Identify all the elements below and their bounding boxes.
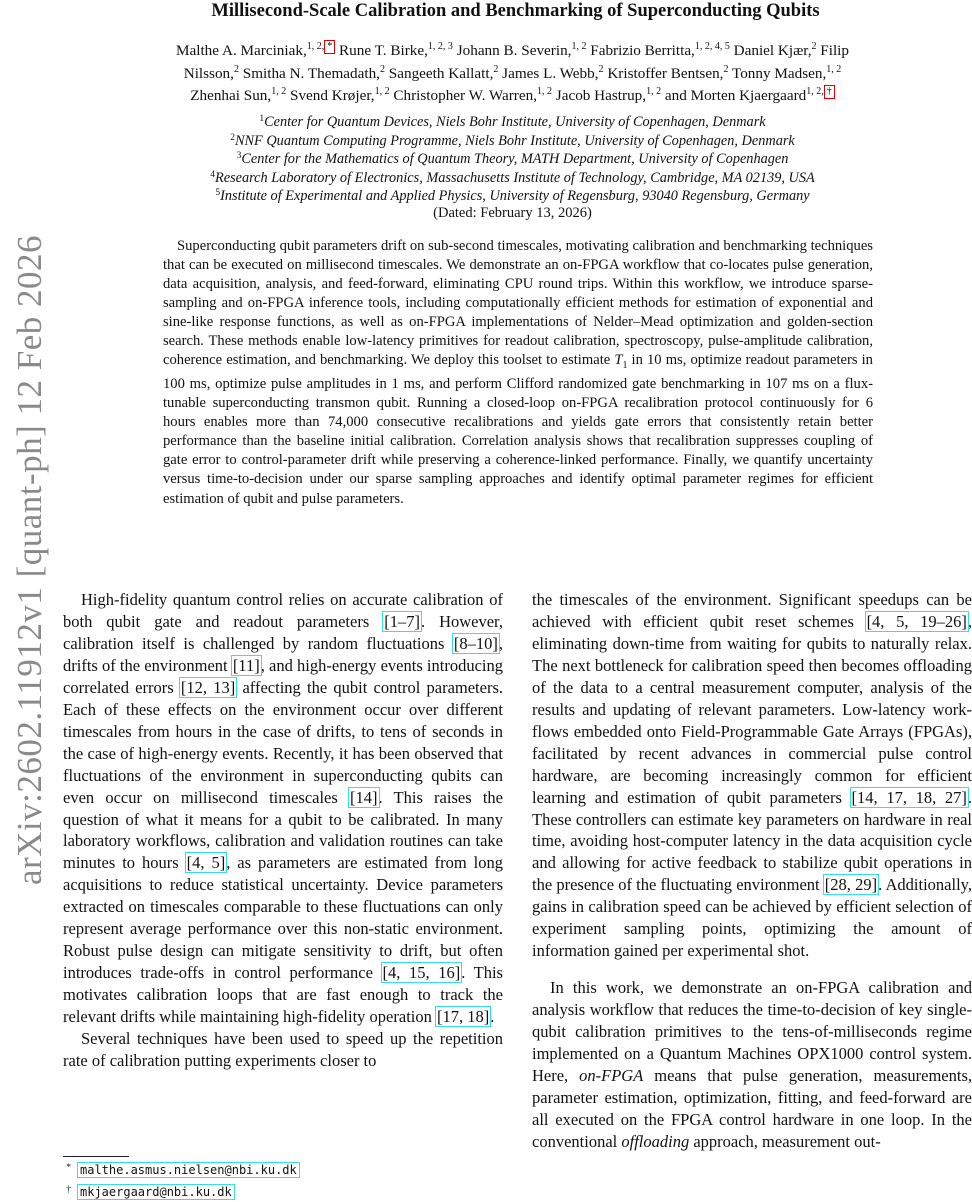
author-name: Christopher W. Warren, bbox=[389, 87, 537, 104]
body-text: means that pulse generation, measurements, parameter estimation, optimization, fitting, and feed-forward are all executed on the FPGA control hardware in one loop. In the conventional bbox=[532, 1066, 972, 1151]
intro-paragraph-1 bbox=[63, 589, 503, 1028]
author-name: Smitha N. Themadath, bbox=[238, 64, 380, 82]
citation-link[interactable]: [12, 13] bbox=[180, 677, 236, 697]
footnote-mark: * bbox=[66, 1163, 71, 1173]
body-text: In this work, we demonstrate an on-FPGA calibration and analysis workflow that reduces the time-to-decision of key single-qubit calibration primitives to the tens-of-milliseconds regime implemented on a Quantum Machines OPX1000 control system. Here, bbox=[532, 978, 972, 1086]
author-affiliation-marks: 1, 2 bbox=[374, 86, 390, 97]
footnotes bbox=[63, 1158, 503, 1202]
affiliation-text: Research Laboratory of Electronics, Massachusetts Institute of Technology, Cambridge, MA 02139, USA bbox=[214, 169, 815, 186]
author-affiliation-marks: 2 bbox=[598, 63, 604, 75]
affiliation-list bbox=[62, 113, 963, 206]
paper-title: Millisecond-Scale Calibration and Benchmarking of Superconducting Qubits bbox=[211, 1, 820, 21]
author-line-3 bbox=[62, 85, 963, 108]
author-affiliation-marks: 1, 2 bbox=[271, 86, 287, 97]
abstract bbox=[163, 237, 873, 509]
author-affiliation-marks: 2 bbox=[723, 63, 729, 75]
citation-link[interactable]: [4, 5, 19–26] bbox=[866, 611, 967, 631]
body-text: . Additionally, gains in calibration speed can be achieved by efficient selection of experiment sampling points, optimizing the amount of information gained per experimental shot. bbox=[532, 875, 972, 961]
author-affiliation-marks: 1, 2, bbox=[306, 41, 325, 52]
footnote bbox=[63, 1180, 503, 1202]
footnote-link[interactable]: * bbox=[324, 40, 335, 54]
author-name: and Morten Kjaergaard bbox=[661, 87, 807, 104]
body-text: . bbox=[490, 1007, 495, 1027]
right-column bbox=[532, 589, 972, 1153]
affiliation-text: Institute of Experimental and Applied Physics, University of Regensburg, 93040 Regensburg, Germany bbox=[220, 188, 810, 205]
t1-subscript: 1 bbox=[622, 360, 628, 372]
body-text: . This raises the question of what it means for a qubit to be calibrated. In many laboratory workflows, calibration and validation routines can take minutes to hours bbox=[63, 787, 503, 873]
footnote-link[interactable]: † bbox=[824, 85, 835, 99]
body-text: the timescales of the environment. Significant speedups can be achieved with efficient qubit reset schemes bbox=[532, 590, 972, 631]
author-affiliation-marks: 2 bbox=[379, 63, 385, 75]
author-name: Zhenhai Sun, bbox=[190, 87, 272, 104]
author-name: Sangeeth Kallatt, bbox=[384, 64, 494, 82]
intro-paragraph-4 bbox=[532, 977, 972, 1153]
author-name: Malthe A. Marciniak, bbox=[176, 42, 307, 59]
author-affiliation-marks: 1, 2 bbox=[826, 63, 842, 75]
body-text: . These controllers can estimate key parameters on hardware in real time, avoiding host-computer latency in the data acquisition cycle and allowing for active feedback to stabilize qubit operations in the presence of the fluctuating environment bbox=[532, 787, 972, 895]
author-affiliation-marks: 1, 2, 4, 5 bbox=[694, 41, 730, 52]
author-name: Kristoffer Bentsen, bbox=[603, 64, 724, 82]
intro-paragraph-2: Several techniques have been used to speed up the repetition rate of calibration putting experiments closer to bbox=[63, 1029, 503, 1071]
body-text: , and high-energy events introducing correlated errors bbox=[63, 655, 503, 697]
footnote-rule bbox=[63, 1156, 129, 1157]
affiliation-text: Center for the Mathematics of Quantum Theory, MATH Department, University of Copenhagen bbox=[241, 151, 789, 168]
abstract-text-2: in 10 ms, optimize readout parameters in 100 ms, optimize pulse amplitudes in 1 ms, and perform Clifford randomized gate benchmarking in 107 ms on a flux-tunable superconducting transmon qubit. Running a closed-loop on-FPGA recalibration protocol continuously for 6 hours enables more than 74,000 consecutive recalibrations and yields gate errors that consistently retain better performance than the baseline initial calibration. Correlation analysis shows that recalibration suppresses coupling of gate error to control-parameter drift while preserving a coherence-linked performance. Finally, we quantify uncertainty versus time-to-decision under our sparse sampling approaches and identify optimal parameter regimes for efficient estimation of qubit and pulse parameters. bbox=[163, 352, 873, 507]
body-text: approach, measurement out- bbox=[689, 1131, 881, 1151]
arxiv-identifier[interactable]: arXiv:2602.11912v1 [quant-ph] 12 Feb 2026 bbox=[10, 234, 49, 886]
author-affiliation-marks: 2 bbox=[493, 63, 499, 75]
body-text: , as parameters are estimated from long acquisitions to reduce statistical uncertainty. Device parameters extracted on timescales comparable to these fluctuations can only represent average performance over this non-static environment. Robust pulse design can mitigate sensitivity to drift, but often introduces trade-offs in control performance bbox=[63, 853, 503, 983]
citation-link[interactable]: [4, 5] bbox=[186, 853, 226, 873]
affiliation-text: NNF Quantum Computing Programme, Niels Bohr Institute, University of Copenhagen, Denmark bbox=[234, 132, 795, 149]
author-name: Rune T. Birke, bbox=[335, 42, 428, 59]
t1-symbol: T bbox=[614, 352, 623, 369]
body-text: High-fidelity quantum control relies on accurate calibration of both qubit gate and readout parameters bbox=[63, 590, 503, 631]
email-link[interactable]: malthe.asmus.nielsen@nbi.ku.dk bbox=[77, 1162, 300, 1178]
intro-paragraph-3 bbox=[532, 589, 972, 962]
author-name: Nilsson, bbox=[183, 64, 234, 82]
emphasis-text: offloading bbox=[621, 1131, 690, 1151]
body-text: . However, calibration itself is challenged by random fluctuations bbox=[63, 611, 503, 653]
author-affiliation-marks: 2 bbox=[811, 41, 817, 52]
author-affiliation-marks: 1, 2, 3 bbox=[427, 41, 453, 52]
author-list bbox=[62, 40, 963, 108]
citation-link[interactable]: [11] bbox=[232, 655, 260, 675]
author-line-1 bbox=[62, 40, 963, 63]
author-affiliation-marks: 1, 2, bbox=[806, 86, 824, 97]
citation-link[interactable]: [8–10] bbox=[453, 633, 498, 653]
affiliation bbox=[62, 169, 963, 188]
author-affiliation-marks: 1, 2 bbox=[537, 86, 552, 97]
affiliation-number: 3 bbox=[236, 151, 242, 162]
author-name: Svend Krøjer, bbox=[286, 87, 375, 104]
left-column bbox=[63, 589, 503, 1072]
affiliation bbox=[62, 187, 963, 206]
body-text: , drifts of the environment bbox=[63, 633, 503, 675]
body-text: . This motivates calibration loops that are fast enough to track the relevant drifts while maintaining high-fidelity operation bbox=[63, 963, 503, 1027]
citation-link[interactable]: [4, 15, 16] bbox=[382, 963, 461, 983]
author-affiliation-marks: 1, 2 bbox=[571, 41, 587, 52]
citation-link[interactable]: [14] bbox=[350, 787, 378, 807]
affiliation-text: Center for Quantum Devices, Niels Bohr Institute, University of Copenhagen, Denmark bbox=[264, 114, 766, 130]
author-name: Filip bbox=[816, 42, 849, 59]
author-affiliation-marks: 2 bbox=[233, 63, 239, 75]
author-name: Johann B. Severin, bbox=[452, 42, 572, 59]
affiliation bbox=[62, 150, 963, 169]
footnote-mark: † bbox=[66, 1185, 71, 1195]
affiliation bbox=[62, 113, 963, 132]
email-link[interactable]: mkjaergaard@nbi.ku.dk bbox=[77, 1184, 235, 1200]
author-name: Jacob Hastrup, bbox=[552, 87, 647, 104]
author-name: James L. Webb, bbox=[498, 64, 599, 82]
citation-link[interactable]: [17, 18] bbox=[436, 1007, 490, 1027]
affiliation-number: 2 bbox=[230, 132, 235, 143]
author-name: Tonny Madsen, bbox=[728, 64, 827, 82]
citation-link[interactable]: [14, 17, 18, 27] bbox=[851, 787, 967, 807]
footnote bbox=[63, 1158, 503, 1180]
dated-line: (Dated: February 13, 2026) bbox=[433, 205, 592, 221]
author-affiliation-marks: 1, 2 bbox=[646, 86, 662, 97]
arxiv-stamp bbox=[0, 0, 60, 1200]
author-line-2 bbox=[62, 63, 963, 86]
citation-link[interactable]: [1–7] bbox=[384, 611, 420, 631]
affiliation-number: 4 bbox=[210, 169, 215, 180]
abstract-text-1: Superconducting qubit parameters drift on sub-second timescales, motivating calibration and benchmarking techniques that can be executed on millisecond timescales. We demonstrate an on-FPGA workflow that co-locates pulse generation, data acquisition, analysis, and feed-forward, eliminating CPU round trips. Within this workflow, we introduce sparse-sampling and on-FPGA inference tools, including computationally efficient methods for estimation of exponential and sine-like response functions, as well as on-FPGA implementations of Nelder–Mead optimization and golden-section search. These methods enable low-latency primitives for readout calibration, spectroscopy, pulse-amplitude calibration, coherence estimation, and benchmarking. We deploy this toolset to estimate bbox=[163, 238, 873, 369]
body-text: affecting the qubit control parameters. Each of these effects on the environment occur over different timescales from hours in the case of drifts, to tens of seconds in the case of high-energy events. Recently, it has been observed that fluctuations of the environment in superconducting qubits can even occur on millisecond timescales bbox=[63, 677, 503, 807]
affiliation-number: 5 bbox=[215, 188, 221, 199]
emphasis-text: on-FPGA bbox=[579, 1066, 644, 1086]
author-name: Daniel Kjær, bbox=[729, 42, 812, 59]
body-text: , eliminating down-time from waiting for qubits to naturally relax. The next bottleneck for calibration speed then becomes offloading of the data to a central measurement computer, analysis of the results and updating of relevant parameters. Low-latency workflows embedded onto Field-Programmable Gate Arrays (FPGAs), facilitated by recent advances in commercial pulse control hardware, are becoming increasingly common for efficient learning and estimation of qubit parameters bbox=[532, 611, 972, 807]
affiliation-number: 1 bbox=[259, 114, 265, 124]
author-name: Fabrizio Berritta, bbox=[586, 42, 695, 59]
affiliation bbox=[62, 132, 963, 151]
citation-link[interactable]: [28, 29] bbox=[824, 875, 878, 895]
